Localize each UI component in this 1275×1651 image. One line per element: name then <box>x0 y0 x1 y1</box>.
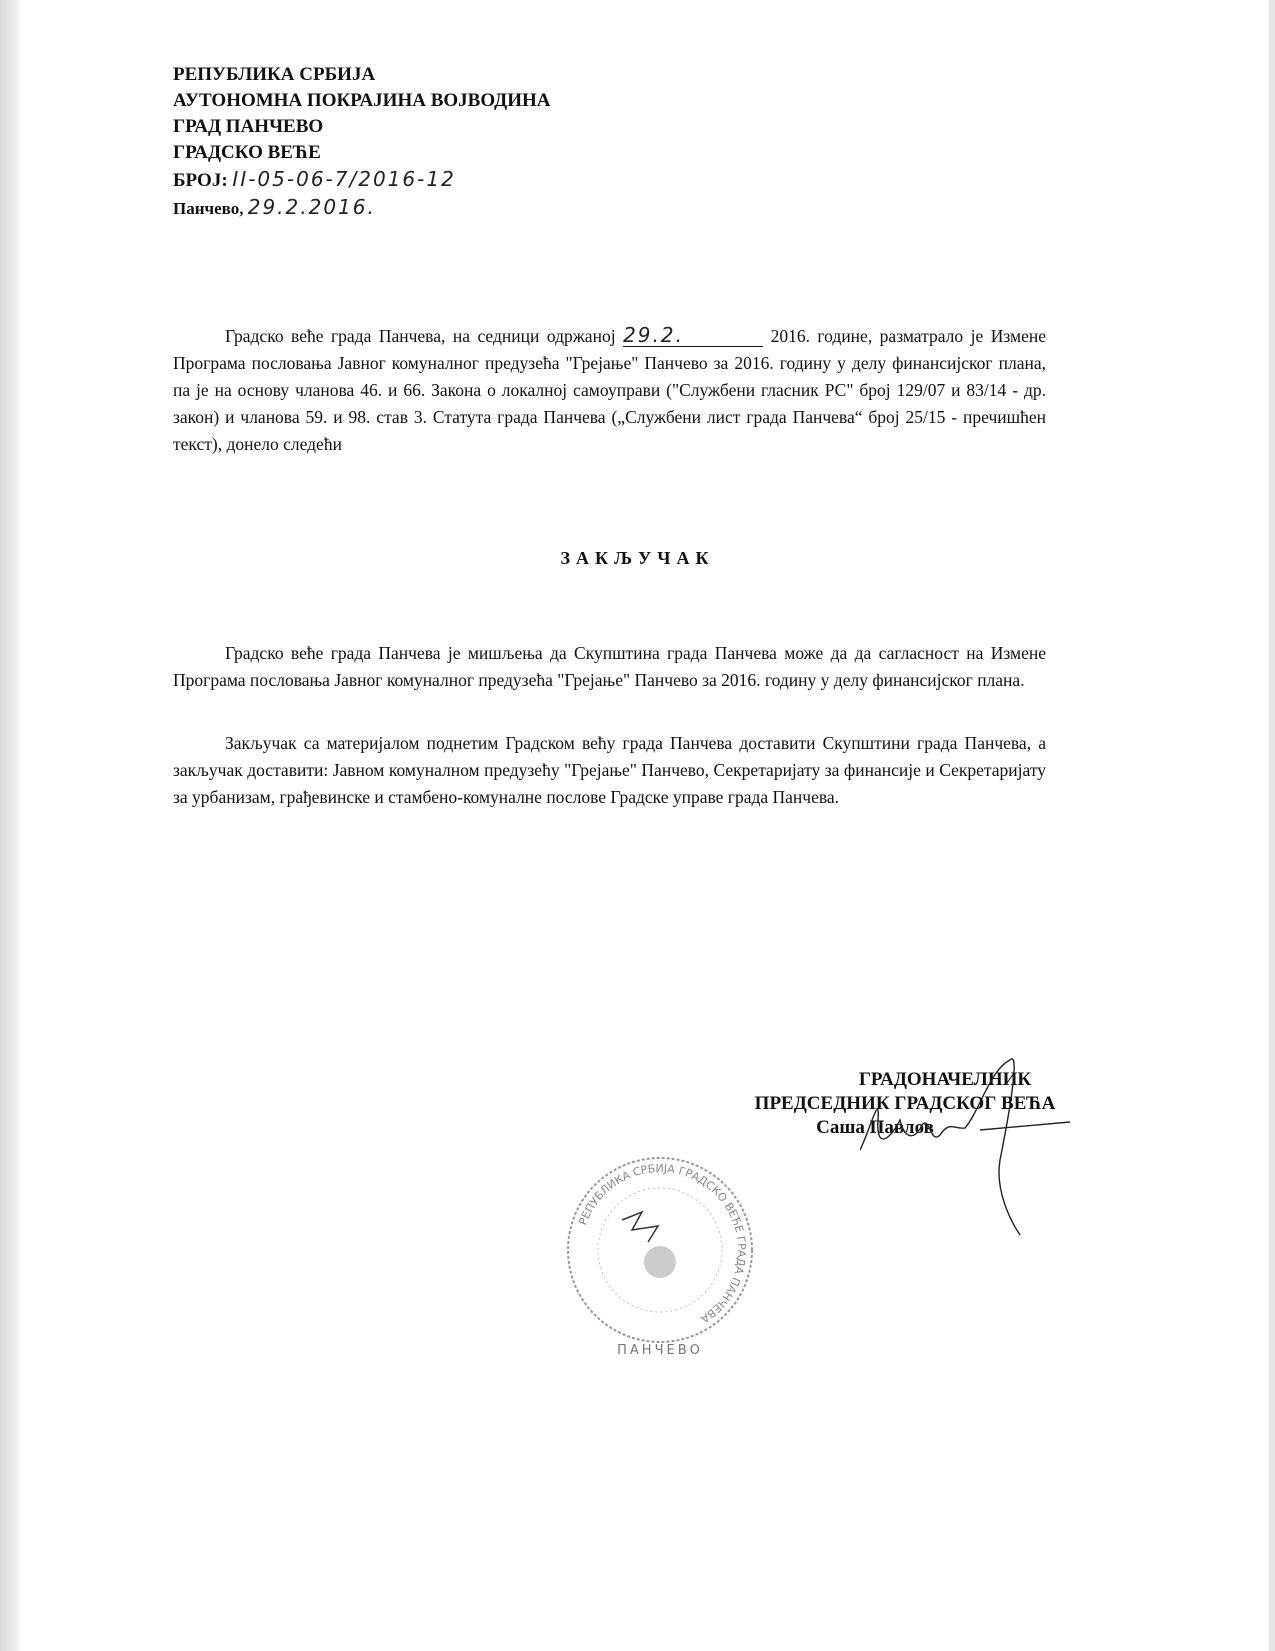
conclusion-text-2: Закључак са материјалом поднетим Градском већу града Панчева доставити Скупштини града Панчева, а закључак доставити: Јавном комуналном предузећу "Грејање" Панчево, Секретаријату за финансије и Секретаријату за урбанизам, грађевинске и стамбено-комуналне послове Градске управе града Панчева. <box>173 733 1046 807</box>
header-city: ГРАД ПАНЧЕВО <box>173 116 324 137</box>
header-province: АУТОНОМНА ПОКРАЈИНА ВОЈВОДИНА <box>173 90 551 111</box>
header-number <box>173 166 551 194</box>
handwritten-signature <box>860 1050 1090 1240</box>
header-place-date <box>173 194 551 222</box>
intro-text-2: 2016. године, разматрало је Измене Програма пословања Јавног комуналног предузећа "Грејање" Панчево за 2016. годину у делу финансијског плана, па је на основу чланова 46. и 66. Закона о локалној самоуправи ("Службени гласник РС" број 129/07 и 83/14 - др. закон) и чланова 59. и 98. став 3. Статута града Панчева („Службени лист града Панчева“ број 25/15 - пречишћен текст), донело следећи <box>173 326 1047 454</box>
number-label: БРОЈ: <box>173 170 228 191</box>
session-date-handwritten: 29.2. <box>623 323 684 347</box>
scan-edge-left <box>0 0 22 1651</box>
header-council: ГРАДСКО ВЕЋЕ <box>173 142 321 163</box>
date-handwritten: 29.2.2016. <box>247 195 376 219</box>
conclusion-paragraph-2 <box>173 730 1046 811</box>
signatory-title-mayor: ГРАДОНАЧЕЛНИК <box>858 1069 1032 1090</box>
signatory-name: Саша Павлов <box>816 1117 934 1138</box>
intro-paragraph <box>173 323 1046 458</box>
intro-text-1: Градско веће града Панчева, на седници одржаној <box>225 326 616 346</box>
scan-edge-right <box>1269 0 1275 1651</box>
conclusion-text-1: Градско веће града Панчева је мишљења да Скупштина града Панчева може да да сагласност на Измене Програма пословања Јавног комуналног предузећа "Грејање" Панчево за 2016. годину у делу финансијског плана. <box>173 643 1046 690</box>
document-header <box>173 62 551 222</box>
header-country: РЕПУБЛИКА СРБИЈА <box>173 64 376 85</box>
conclusion-paragraph-1 <box>173 640 1046 694</box>
stamp-bottom-text: ПАНЧЕВО <box>617 1343 703 1356</box>
signatory-title-president: ПРЕДСЕДНИК ГРАДСКОГ ВЕЋА <box>754 1093 1056 1114</box>
place-label: Панчево, <box>173 199 244 218</box>
official-stamp <box>560 1150 760 1356</box>
document-title: ЗАКЉУЧАК <box>560 548 715 568</box>
stamp-outer-text: РЕПУБЛИКА СРБИЈА ГРАДСКО ВЕЋЕ ГРАДА ПАНЧЕВА <box>576 1161 749 1326</box>
number-value-handwritten: II-05-06-7/2016-12 <box>232 167 456 191</box>
